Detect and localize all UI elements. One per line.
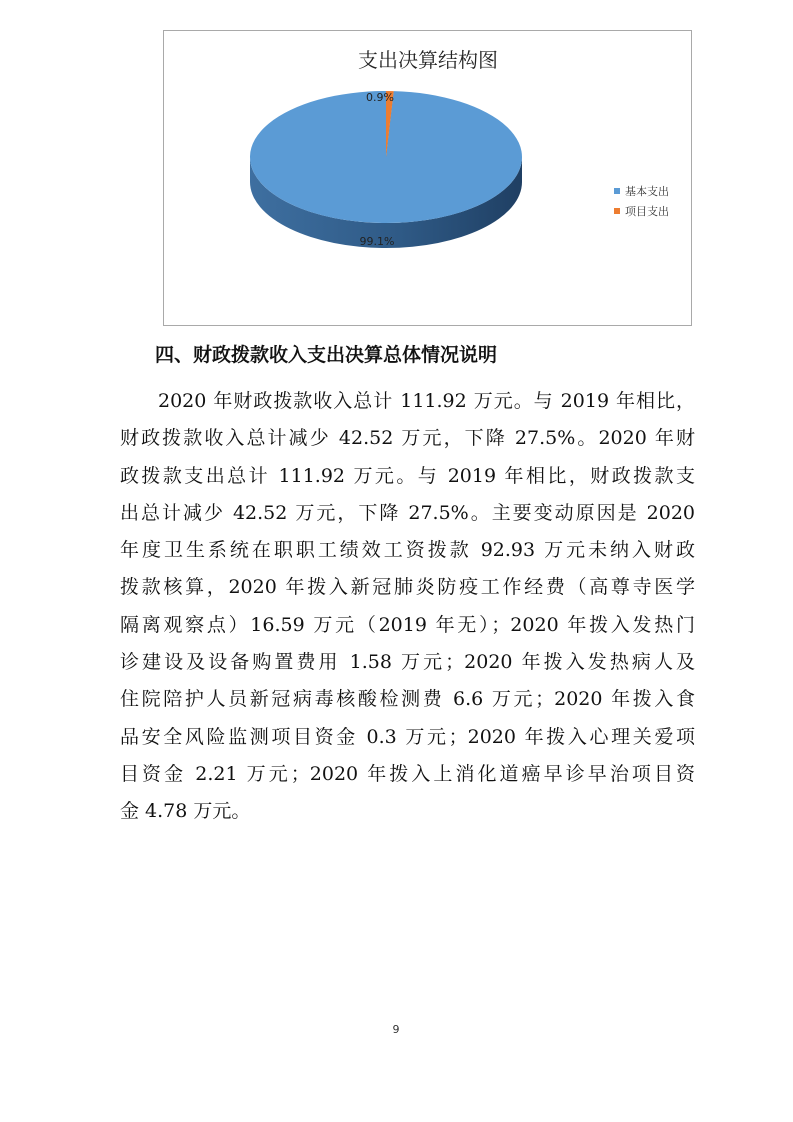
paragraph-line: 财政拨款收入总计减少 42.52 万元，下降 27.5%。2020 年财 [120, 427, 695, 450]
paragraph-line: 出总计减少 42.52 万元，下降 27.5%。主要变动原因是 2020 [120, 501, 695, 524]
paragraph-line: 年度卫生系统在职职工绩效工资拨款 92.93 万元未纳入财政 [120, 539, 695, 562]
data-label-basic: 99.1% [359, 235, 395, 248]
legend-swatch-basic [614, 188, 620, 194]
paragraph-line: 诊建设及设备购置费用 1.58 万元；2020 年拨入发热病人及 [120, 651, 695, 674]
paragraph-line: 金 4.78 万元。 [120, 800, 251, 823]
page-number: 9 [392, 1023, 400, 1036]
pie-chart-svg [164, 31, 691, 325]
paragraph-line: 政拨款支出总计 111.92 万元。与 2019 年相比，财政拨款支 [120, 464, 695, 487]
legend-label-project: 项目支出 [625, 205, 669, 218]
legend-item-basic [614, 181, 669, 201]
data-label-project: 0.9% [366, 91, 394, 104]
paragraph-line: 拨款核算，2020 年拨入新冠肺炎防疫工作经费（高尊寺医学 [120, 576, 695, 599]
paragraph-line: 住院陪护人员新冠病毒核酸检测费 6.6 万元；2020 年拨入食 [120, 688, 695, 711]
paragraph-line: 目资金 2.21 万元；2020 年拨入上消化道癌早诊早治项目资 [120, 762, 695, 785]
paragraph-line: 2020 年财政拨款收入总计 111.92 万元。与 2019 年相比， [158, 390, 695, 412]
legend-swatch-project [614, 208, 620, 214]
pie-chart [163, 30, 692, 326]
legend-item-project [614, 201, 669, 221]
section-heading: 四、财政拨款收入支出决算总体情况说明 [155, 344, 498, 366]
paragraph-line: 隔离观察点）16.59 万元（2019 年无）；2020 年拨入发热门 [120, 613, 695, 636]
chart-title: 支出决算结构图 [358, 48, 498, 72]
legend-label-basic: 基本支出 [625, 185, 669, 198]
chart-legend [614, 181, 669, 221]
body-paragraph [120, 383, 695, 831]
paragraph-line: 品安全风险监测项目资金 0.3 万元；2020 年拨入心理关爱项 [120, 725, 695, 748]
pie-slice-basic [250, 91, 522, 223]
